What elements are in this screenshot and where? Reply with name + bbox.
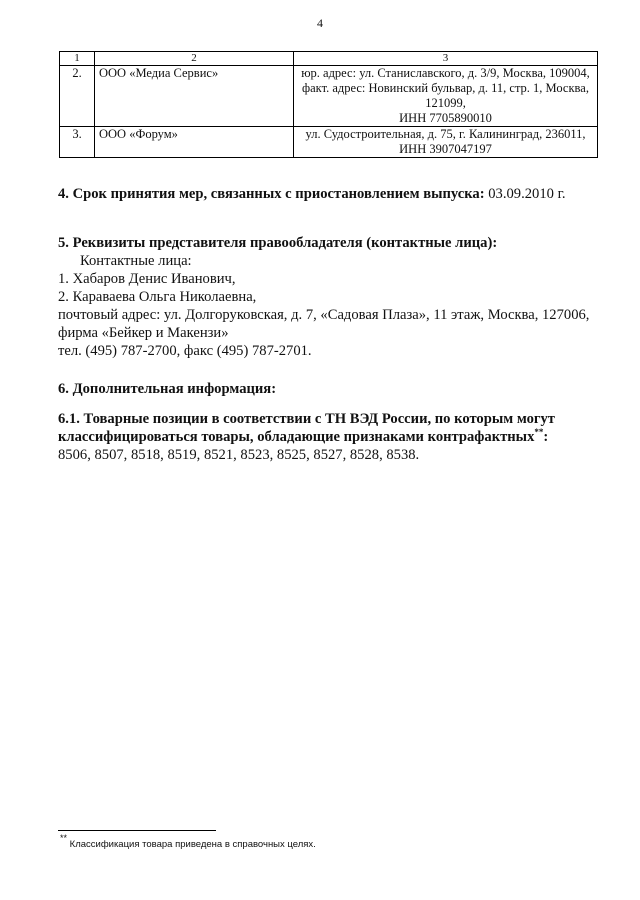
hs-codes: 8506, 8507, 8518, 8519, 8521, 8523, 8525, 8527, 8528, 8538. xyxy=(58,447,420,463)
address-line: ИНН 7705890010 xyxy=(399,111,492,125)
section-5-heading: 5. Реквизиты представителя правообладателя (контактные лица): xyxy=(58,235,498,251)
page-number: 4 xyxy=(317,16,323,30)
footnote-mark: ** xyxy=(60,833,68,843)
row-number: 2. xyxy=(60,66,95,127)
table-row xyxy=(60,127,598,158)
section-6-1-text: классифицироваться товары, обладающие признаками контрафактных xyxy=(58,429,535,445)
section-6-1-colon: : xyxy=(543,429,549,445)
rights-holders-table xyxy=(59,51,598,158)
footnote-divider xyxy=(58,830,216,831)
table-header-cell: 3 xyxy=(294,52,598,66)
address-line: ИНН 3907047197 xyxy=(399,142,492,156)
section-6-1-line2 xyxy=(58,428,618,446)
address-line: 121099, xyxy=(425,96,466,110)
postal-address: почтовый адрес: ул. Долгоруковская, д. 7, «Садовая Плаза», 11 этаж, Москва, 127006, xyxy=(58,307,590,323)
table-header-cell: 2 xyxy=(95,52,294,66)
table-row xyxy=(60,66,598,127)
company-name: ООО «Медиа Сервис» xyxy=(95,66,294,127)
company-address xyxy=(294,66,598,127)
section-4 xyxy=(58,185,618,203)
section-4-heading: 4. Срок принятия мер, связанных с приостановлением выпуска: xyxy=(58,186,485,202)
address-line: факт. адрес: Новинский бульвар, д. 11, стр. 1, Москва, xyxy=(302,81,589,95)
address-line: ул. Судостроительная, д. 75, г. Калининград, 236011, xyxy=(305,127,586,141)
section-6-1 xyxy=(58,410,618,464)
contact-person: 1. Хабаров Денис Иванович, xyxy=(58,271,236,287)
phone-fax: тел. (495) 787-2700, факс (495) 787-2701. xyxy=(58,343,312,359)
section-6 xyxy=(58,380,618,398)
section-6-1-line1: 6.1. Товарные позиции в соответствии с ТН ВЭД России, по которым могут xyxy=(58,411,555,427)
section-4-date: 03.09.2010 г. xyxy=(484,186,566,202)
row-number: 3. xyxy=(60,127,95,158)
contact-person: 2. Караваева Ольга Николаевна, xyxy=(58,289,257,305)
table-header-row xyxy=(60,52,598,66)
footnote xyxy=(60,833,316,850)
contacts-label: Контактные лица: xyxy=(80,253,192,269)
firm-name: фирма «Бейкер и Макензи» xyxy=(58,325,229,341)
company-name: ООО «Форум» xyxy=(95,127,294,158)
footnote-text: Классификация товара приведена в справочных целях. xyxy=(67,839,316,850)
address-line: юр. адрес: ул. Станиславского, д. 3/9, Москва, 109004, xyxy=(301,66,590,80)
section-5 xyxy=(58,234,618,360)
table-header-cell: 1 xyxy=(60,52,95,66)
footnote-reference: ** xyxy=(534,427,544,437)
company-address xyxy=(294,127,598,158)
section-6-heading: 6. Дополнительная информация: xyxy=(58,381,277,397)
